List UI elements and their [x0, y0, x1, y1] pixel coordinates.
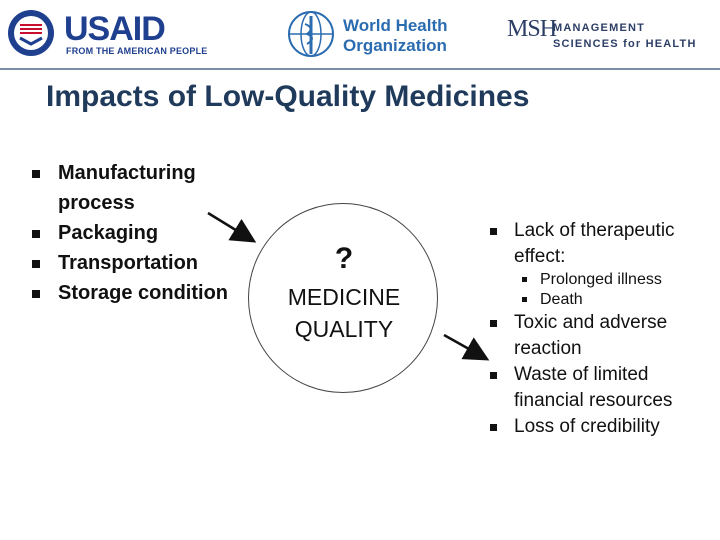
- sub-list-item: [488, 270, 716, 290]
- sub-impact-label: Prolonged illness: [540, 271, 662, 288]
- small-square-bullet-icon: [522, 297, 527, 302]
- square-bullet-icon: [32, 260, 40, 268]
- sub-list-item: [488, 290, 716, 310]
- square-bullet-icon: [490, 372, 497, 379]
- msh-name-line1: MANAGEMENT: [553, 22, 646, 34]
- list-item: [30, 248, 230, 278]
- square-bullet-icon: [490, 320, 497, 327]
- impact-label: Waste of limited financial resources: [514, 364, 673, 411]
- square-bullet-icon: [32, 230, 40, 238]
- usaid-seal-icon: [6, 8, 56, 58]
- cause-label: Transportation: [58, 252, 199, 274]
- msh-mark: MSH: [507, 16, 557, 42]
- msh-name-line2: SCIENCES for HEALTH: [553, 38, 697, 50]
- small-square-bullet-icon: [522, 277, 527, 282]
- square-bullet-icon: [490, 424, 497, 431]
- logo-bar: [0, 0, 720, 68]
- arrow-out-icon: [444, 335, 485, 358]
- sub-impact-label: Death: [540, 291, 583, 308]
- slide-title: Impacts of Low-Quality Medicines: [46, 80, 530, 113]
- who-emblem-icon: [285, 8, 337, 60]
- square-bullet-icon: [32, 290, 40, 298]
- list-item: [488, 218, 716, 270]
- square-bullet-icon: [490, 228, 497, 235]
- impact-label: Lack of therapeutic effect:: [514, 220, 675, 267]
- header-divider: [0, 68, 720, 70]
- square-bullet-icon: [32, 170, 40, 178]
- cause-label: Packaging: [58, 222, 159, 244]
- causes-list: [30, 158, 230, 308]
- impact-label: Toxic and adverse reaction: [514, 312, 668, 359]
- usaid-tagline: FROM THE AMERICAN PEOPLE: [66, 46, 208, 56]
- impacts-list: [488, 218, 716, 440]
- who-name-line1: World Health: [343, 16, 448, 35]
- cause-label: Storage condition: [58, 282, 228, 304]
- list-item: [30, 158, 230, 218]
- list-item: [488, 414, 716, 440]
- who-logo: [285, 8, 455, 60]
- list-item: [30, 218, 230, 248]
- msh-logo: [505, 10, 715, 60]
- cause-label: Manufacturing process: [58, 162, 196, 214]
- usaid-logo: [6, 8, 208, 58]
- list-item: [30, 278, 230, 308]
- circle-text-line2: QUALITY: [294, 316, 394, 342]
- circle-text-line1: MEDICINE: [287, 284, 401, 310]
- usaid-wordmark: USAID: [64, 10, 165, 48]
- impact-label: Loss of credibility: [514, 416, 660, 437]
- question-mark: ?: [334, 242, 354, 275]
- who-name-line2: Organization: [343, 36, 447, 55]
- list-item: [488, 310, 716, 362]
- list-item: [488, 362, 716, 414]
- medicine-quality-circle: [248, 203, 438, 393]
